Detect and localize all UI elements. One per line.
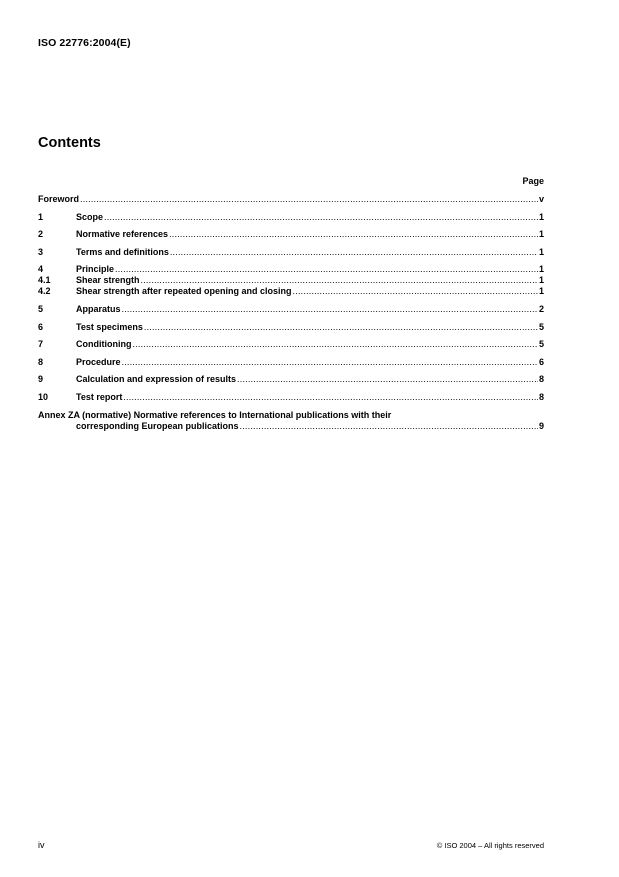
- toc-entry-label: Test report: [76, 391, 123, 402]
- footer-copyright: © ISO 2004 – All rights reserved: [436, 841, 544, 850]
- toc-leader-dots: [122, 304, 538, 315]
- document-id: ISO 22776:2004(E): [38, 37, 131, 49]
- table-of-contents: [38, 194, 544, 432]
- toc-entry-page: 6: [538, 356, 544, 367]
- toc-entry-page: 8: [538, 391, 544, 402]
- toc-entry-annex-za[interactable]: [38, 410, 544, 432]
- toc-entry-label: Shear strength: [76, 275, 140, 286]
- toc-leader-dots: [237, 374, 538, 385]
- toc-entry-foreword[interactable]: [38, 194, 544, 205]
- toc-entry-page: 9: [538, 420, 544, 431]
- toc-leader-dots: [170, 247, 538, 258]
- toc-entry-page: 5: [538, 321, 544, 332]
- toc-entry-procedure[interactable]: [38, 357, 544, 368]
- page-column-label: Page: [522, 176, 544, 186]
- toc-entry-label: Principle: [76, 264, 115, 275]
- toc-entry-number: 2: [38, 229, 44, 240]
- toc-entry-number: 4.1: [38, 275, 51, 286]
- toc-leader-dots: [169, 229, 538, 240]
- toc-entry-page: 8: [538, 374, 544, 385]
- annex-title-line2: [38, 421, 544, 432]
- toc-entry-label: Calculation and expression of results: [76, 374, 237, 385]
- toc-leader-dots: [122, 357, 538, 368]
- toc-entry-page: 1: [538, 211, 544, 222]
- toc-entry-number: 6: [38, 321, 44, 332]
- toc-entry-page: 1: [538, 286, 544, 297]
- toc-entry-conditioning[interactable]: [38, 339, 544, 350]
- toc-entry-page: 1: [538, 229, 544, 240]
- toc-entry-shear-strength[interactable]: [38, 275, 544, 286]
- toc-entry-normative-references[interactable]: [38, 229, 544, 240]
- toc-entry-apparatus[interactable]: [38, 304, 544, 315]
- toc-leader-dots: [80, 194, 538, 205]
- toc-entry-scope[interactable]: [38, 212, 544, 223]
- toc-entry-test-report[interactable]: [38, 392, 544, 403]
- toc-entry-number: 10: [38, 391, 49, 402]
- toc-entry-test-specimens[interactable]: [38, 322, 544, 333]
- contents-title: Contents: [38, 135, 101, 151]
- toc-leader-dots: [104, 212, 538, 223]
- toc-entry-label: Foreword: [38, 194, 80, 204]
- annex-title-line1: Annex ZA (normative) Normative references to International publications with their: [38, 409, 392, 420]
- toc-entry-number: 5: [38, 303, 44, 314]
- toc-leader-dots: [115, 264, 538, 275]
- toc-entry-principle[interactable]: [38, 264, 544, 275]
- toc-entry-number: 8: [38, 356, 44, 367]
- toc-entry-label: Procedure: [76, 356, 121, 367]
- toc-entry-number: 1: [38, 211, 44, 222]
- toc-entry-page: 1: [538, 264, 544, 275]
- toc-entry-label: Conditioning: [76, 339, 132, 350]
- toc-entry-number: 9: [38, 374, 44, 385]
- toc-entry-calculation[interactable]: [38, 374, 544, 385]
- footer-page-number: iv: [38, 840, 45, 850]
- toc-entry-number: 4: [38, 264, 44, 275]
- toc-entry-number: 4.2: [38, 286, 51, 297]
- toc-entry-shear-strength-repeated[interactable]: [38, 286, 544, 297]
- toc-entry-label: Apparatus: [76, 303, 121, 314]
- toc-leader-dots: [132, 339, 538, 350]
- toc-entry-page: 1: [538, 246, 544, 257]
- toc-entry-label: Normative references: [76, 229, 169, 240]
- toc-entry-page: 1: [538, 275, 544, 286]
- toc-leader-dots: [293, 286, 538, 297]
- toc-leader-dots: [141, 275, 538, 286]
- toc-entry-page: 2: [538, 303, 544, 314]
- toc-entry-page: 5: [538, 339, 544, 350]
- toc-entry-label: Test specimens: [76, 321, 143, 332]
- toc-entry-label: Scope: [76, 211, 104, 222]
- toc-entry-label: Shear strength after repeated opening and closing: [76, 286, 292, 297]
- toc-entry-label: Terms and definitions: [76, 246, 169, 257]
- toc-entry-page: v: [538, 194, 544, 204]
- toc-leader-dots: [123, 392, 538, 403]
- toc-leader-dots: [144, 322, 538, 333]
- toc-entry-terms-and-definitions[interactable]: [38, 247, 544, 258]
- toc-entry-number: 7: [38, 339, 44, 350]
- toc-entry-number: 3: [38, 246, 44, 257]
- toc-entry-label: corresponding European publications: [76, 420, 239, 431]
- toc-leader-dots: [240, 421, 538, 432]
